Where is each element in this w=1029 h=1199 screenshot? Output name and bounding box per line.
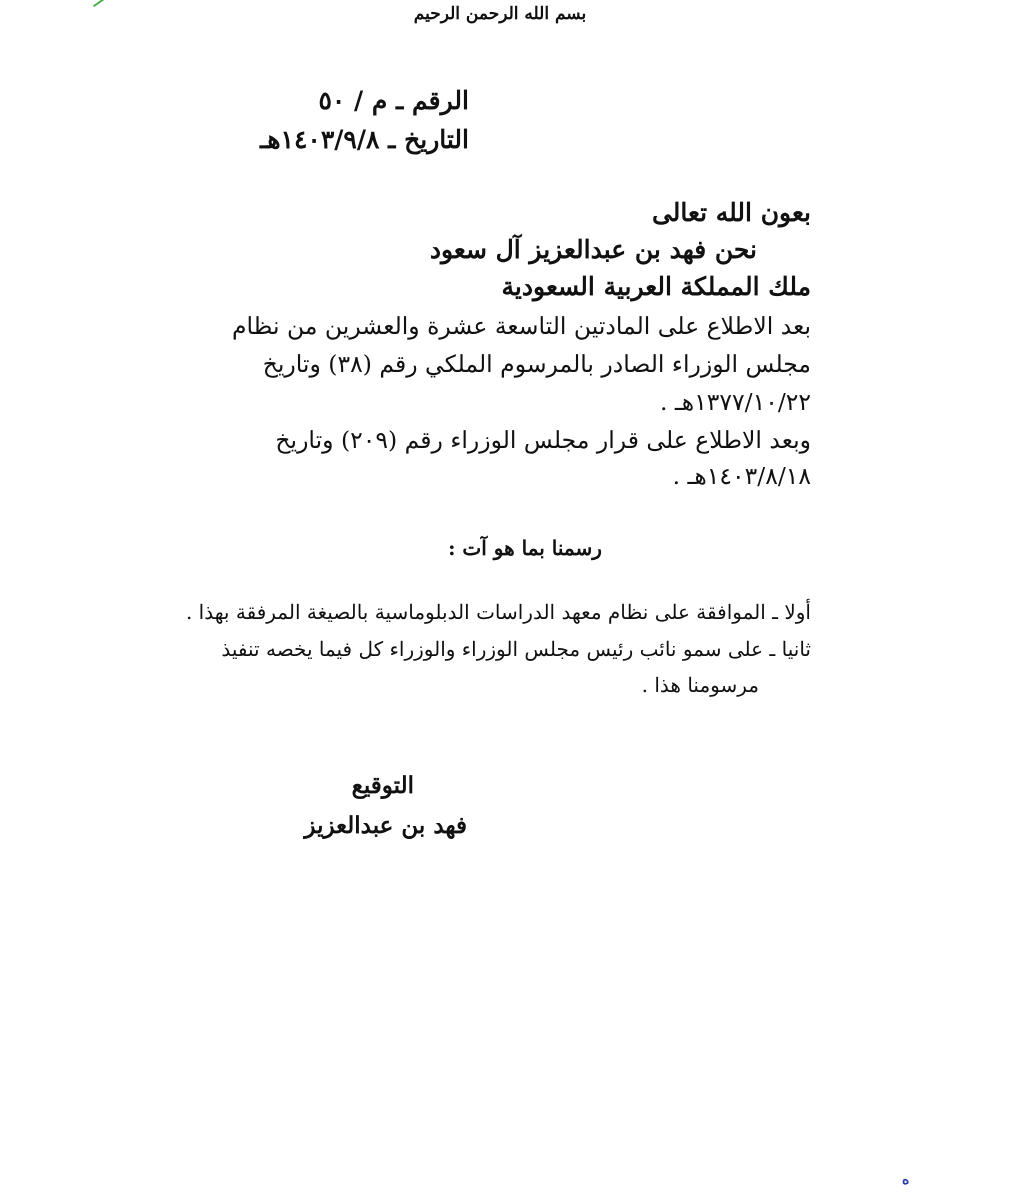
signature-label: التوقيع <box>351 772 414 799</box>
signature-name: فهد بن عبدالعزيز <box>304 812 467 839</box>
preamble-line: وبعد الاطلاع على قرار مجلس الوزراء رقم (٢٠٩) وتاريخ <box>275 426 811 454</box>
reference-number: الرقم ـ م / ٥٠ <box>318 86 469 115</box>
header-king-name: نحن فهد بن عبدالعزيز آل سعود <box>429 235 757 264</box>
preamble-line: ١٤٠٣/٨/١٨هـ . <box>672 462 811 490</box>
decree-heading: رسمنا بما هو آت : <box>448 536 602 560</box>
preamble-line: ١٣٧٧/١٠/٢٢هـ . <box>659 388 811 416</box>
page-number: ه <box>902 1172 910 1188</box>
preamble-line: بعد الاطلاع على المادتين التاسعة عشرة والعشرين من نظام <box>231 312 811 340</box>
corner-mark <box>88 0 105 7</box>
header-king-title: ملك المملكة العربية السعودية <box>501 272 811 301</box>
basmala: بسم الله الرحمن الرحيم <box>413 4 587 24</box>
article-second-continued: مرسومنا هذا . <box>641 673 759 697</box>
header-invocation: بعون الله تعالى <box>651 198 811 227</box>
article-first: أولا ـ الموافقة على نظام معهد الدراسات الدبلوماسية بالصيغة المرفقة بهذا . <box>185 600 811 624</box>
preamble-line: مجلس الوزراء الصادر بالمرسوم الملكي رقم (٣٨) وتاريخ <box>262 350 811 378</box>
reference-date: التاريخ ـ ١٤٠٣/٩/٨هـ <box>260 125 469 154</box>
article-second: ثانيا ـ على سمو نائب رئيس مجلس الوزراء والوزراء كل فيما يخصه تنفيذ <box>221 637 811 661</box>
